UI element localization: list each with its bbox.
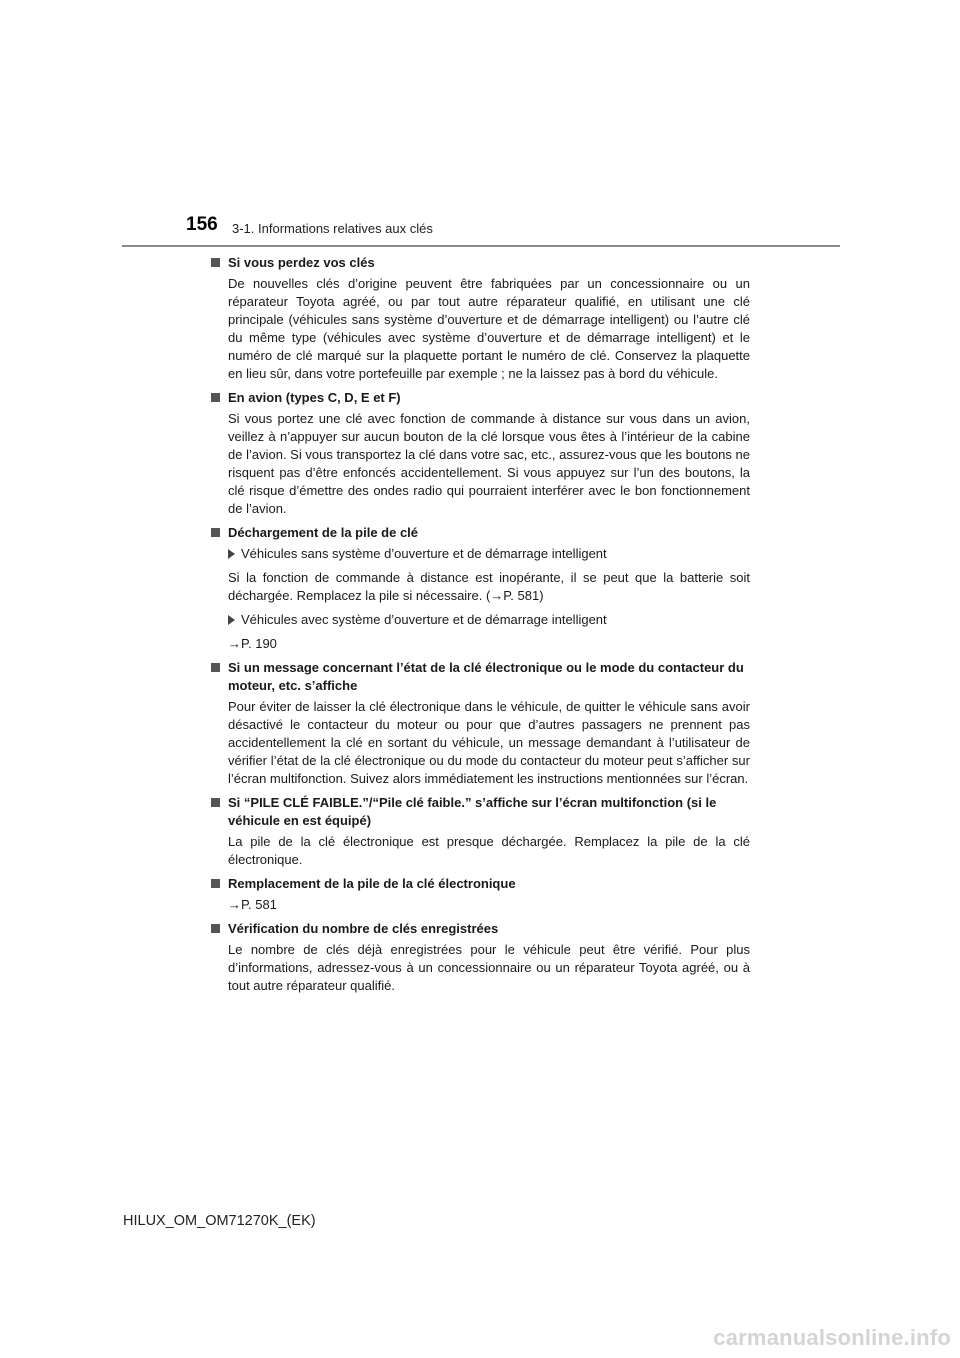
- section-heading: [210, 524, 750, 542]
- square-bullet-icon: [211, 663, 220, 672]
- sub-heading: [210, 545, 750, 563]
- square-bullet-icon: [211, 879, 220, 888]
- section-heading: [210, 794, 750, 830]
- sub-heading-text: Véhicules avec système d’ouverture et de démarrage intelligent: [241, 612, 607, 627]
- page-content: [210, 254, 750, 1001]
- paragraph: Si la fonction de commande à distance est inopérante, il se peut que la batterie soit déchargée. Remplacez la pile si nécessaire. (→P. 581): [228, 570, 750, 603]
- document-code: HILUX_OM_OM71270K_(EK): [123, 1213, 316, 1229]
- sub-heading: [210, 611, 750, 629]
- triangle-bullet-icon: [228, 615, 235, 625]
- sub-heading-text: Véhicules sans système d’ouverture et de démarrage intelligent: [241, 546, 607, 561]
- section-low-battery: [210, 794, 750, 869]
- header-divider: [122, 245, 840, 247]
- square-bullet-icon: [211, 258, 220, 267]
- section-heading: [210, 920, 750, 938]
- square-bullet-icon: [211, 798, 220, 807]
- square-bullet-icon: [211, 924, 220, 933]
- heading-text: Vérification du nombre de clés enregistrées: [228, 921, 499, 936]
- paragraph: Si vous portez une clé avec fonction de commande à distance sur vous dans un avion, veillez à n’appuyer sur aucun bouton de la clé lorsque vous êtes à l’intérieur de la cabine de l’avion. Si vous transportez la clé dans votre sac, etc., assurez-vous que les boutons ne risquent pas d’être enfoncés accidentellement. Si vous appuyez sur l’un des boutons, la clé risque d’émettre des ondes radio qui pourraient interférer avec le bon fonctionnement de l’avion.: [228, 411, 750, 516]
- paragraph: La pile de la clé électronique est presque déchargée. Remplacez la pile de la clé électronique.: [228, 834, 750, 867]
- triangle-bullet-icon: [228, 549, 235, 559]
- section-airplane: [210, 389, 750, 518]
- heading-text: En avion (types C, D, E et F): [228, 390, 401, 405]
- page-number: 156: [186, 214, 218, 235]
- section-heading: [210, 875, 750, 893]
- watermark: carmanualsonline.info: [713, 1325, 951, 1350]
- section-heading: [210, 659, 750, 695]
- heading-text: Si “PILE CLÉ FAIBLE.”/“Pile clé faible.” s’affiche sur l’écran multifonction (si le véhicule en est équipé): [228, 795, 717, 828]
- section-replacement: [210, 875, 750, 914]
- heading-text: Remplacement de la pile de la clé électronique: [228, 876, 516, 891]
- square-bullet-icon: [211, 528, 220, 537]
- heading-text: Si vous perdez vos clés: [228, 255, 375, 270]
- page-reference: →P. 190: [228, 636, 277, 651]
- section-lost-keys: [210, 254, 750, 383]
- page-reference: →P. 581: [228, 897, 277, 912]
- section-battery-discharge: [210, 524, 750, 653]
- paragraph: Pour éviter de laisser la clé électronique dans le véhicule, de quitter le véhicule sans avoir désactivé le contacteur du moteur ou pour que d’autres passagers ne prennent pas accidentellement la clé en sortant du véhicule, un message demandant à l’utilisateur de vérifier l’état de la clé électronique ou du mode du contacteur du moteur peut s’afficher sur l’écran multifonction. Suivez alors immédiatement les instructions mentionnées sur l’écran.: [228, 699, 750, 786]
- section-heading: [210, 389, 750, 407]
- heading-text: Si un message concernant l’état de la clé électronique ou le mode du contacteur du moteur, etc. s’affiche: [228, 660, 744, 693]
- section-registered: [210, 920, 750, 995]
- paragraph: De nouvelles clés d’origine peuvent être fabriquées par un concessionnaire ou un réparateur Toyota agréé, ou par tout autre réparateur qualifié, en utilisant une clé principale (véhicules sans système d’ouverture et de démarrage intelligent) ou l’autre clé du même type (véhicules avec système d’ouverture et de démarrage intelligent) et le numéro de clé marqué sur la plaquette portant le numéro de clé. Conservez la plaquette en lieu sûr, dans votre portefeuille par exemple ; ne la laissez pas à bord du véhicule.: [228, 276, 750, 381]
- section-message: [210, 659, 750, 788]
- section-title: 3-1. Informations relatives aux clés: [232, 221, 433, 236]
- square-bullet-icon: [211, 393, 220, 402]
- section-heading: [210, 254, 750, 272]
- paragraph: Le nombre de clés déjà enregistrées pour le véhicule peut être vérifié. Pour plus d’informations, adressez-vous à un concessionnaire ou un réparateur Toyota agréé, ou à tout autre réparateur qualifié.: [228, 942, 750, 993]
- heading-text: Déchargement de la pile de clé: [228, 525, 419, 540]
